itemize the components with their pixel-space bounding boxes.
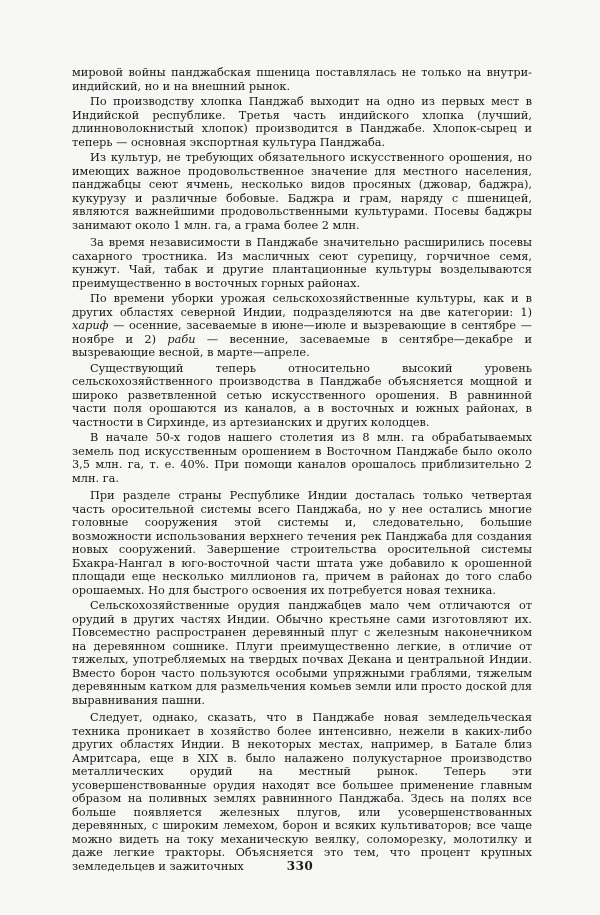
page-body (72, 66, 532, 875)
paragraph: В начале 50-х годов нашего столетия из 8 млн. га обрабатываемых земель под искусственным орошением в Восточном Панджабе было около 3,5 млн. га, т. е. 40%. При помощи каналов орошалось приблизительно 2 млн. га. (72, 431, 532, 485)
paragraph: Из культур, не требующих обязательного искусственного орошения, но имеющих важное продовольственное значение для местного населения, панджабцы сеют ячмень, несколько видов просяных (джовар, баджра), кукурузу и различные бобовые. Баджра и грам, наряду с пшеницей, являются важнейшими продовольственными культурами. Посевы баджры занимают около 1 млн. га, а грама более 2 млн. (72, 151, 532, 232)
list-marker: 1) (520, 305, 532, 319)
paragraph: По производству хлопка Панджаб выходит на одно из первых мест в Индийской республике. Третья часть индийского хлопка (лучший, длинноволокнистый хлопок) производится в Панджабе. Хлопок-сырец и теперь — основная экспортная культура Панджаба. (72, 95, 532, 149)
paragraph-text: По времени уборки урожая сельскохозяйственные культуры, как и в других областях северной Индии, подразделяются на две категории: (72, 292, 532, 319)
paragraph: мировой войны панджабская пшеница поставлялась не только на внутри-индийский, но и на внешний рынок. (72, 66, 532, 93)
paragraph: При разделе страны Республике Индии досталась только четвертая часть оросительной системы всего Панджаба, но у нее остались многие головные сооружения этой системы и, следовательно, большие возможности использования верхнего течения рек Панджаба для создания новых сооружений. Завершение строительства оросительной системы Бхакра-Нангал в юго-восточной части штата уже добавило к орошенной площади еще несколько миллионов га, причем в районах до того слабо орошаемых. Но для быстрого освоения их потребуется новая техника. (72, 489, 532, 597)
page-number: 330 (286, 859, 314, 873)
paragraph: За время независимости в Панджабе значительно расширились посевы сахарного тростника. Из масличных сеют сурепицу, горчичное семя, кунжут. Чай, табак и другие плантационные культуры возделываются преимущественно в восточных горных районах. (72, 236, 532, 290)
paragraph-harvest-categories (72, 292, 532, 360)
paragraph: Существующий теперь относительно высокий уровень сельскохозяйственного производства в Панджабе объясняется мощной и широко разветвленной сетью искусственного орошения. В равнинной части поля орошаются из каналов, а в восточных и южных районах, в частности в Сирхинде, из артезианских и других колодцев. (72, 361, 532, 429)
term-kharif: хариф (72, 319, 109, 332)
paragraph-text: — весенние, засеваемые в сентябре—декабре и вызревающие весной, в марте—апреле. (72, 332, 532, 359)
paragraph: Следует, однако, сказать, что в Панджабе новая земледельческая техника проникает в хозяйство более интенсивно, нежели в каких-либо других областях Индии. В некоторых местах, например, в Батале близ Амритсара, еще в XIX в. было налажено полукустарное производство металлических орудий на местный рынок. Теперь эти усовершенствованные орудия находят все большее применение главным образом на поливных землях равнинного Панджаба. Здесь на полях все больше появляется железных плугов, или усовершенствованных деревянных, с широким лемехом, борон и всяких культиваторов; все чаще можно видеть на току механическую веялку, соломорезку, молотилку и даже легкие тракторы. Объясняется это тем, что процент крупных земледельцев и зажиточных (72, 711, 532, 873)
paragraph: Сельскохозяйственные орудия панджабцев мало чем отличаются от орудий в других частях Индии. Обычно крестьяне сами изготовляют их. Повсеместно распространен деревянный плуг с железным наконечником на деревянном сошнике. Плуги преимущественно легкие, в отличие от тяжелых, употребляемых на твердых почвах Декана и центральной Индии. Вместо борон часто пользуются особыми упряжными граблями, тяжелым деревянным катком для размельчения комьев земли или просто доской для выравнивания пашни. (72, 599, 532, 707)
paragraph-text: — осенние, засеваемые в июне—июле и вызревающие в сентябре — ноябре и 2) (72, 319, 532, 346)
term-rabi: раби (167, 332, 196, 346)
